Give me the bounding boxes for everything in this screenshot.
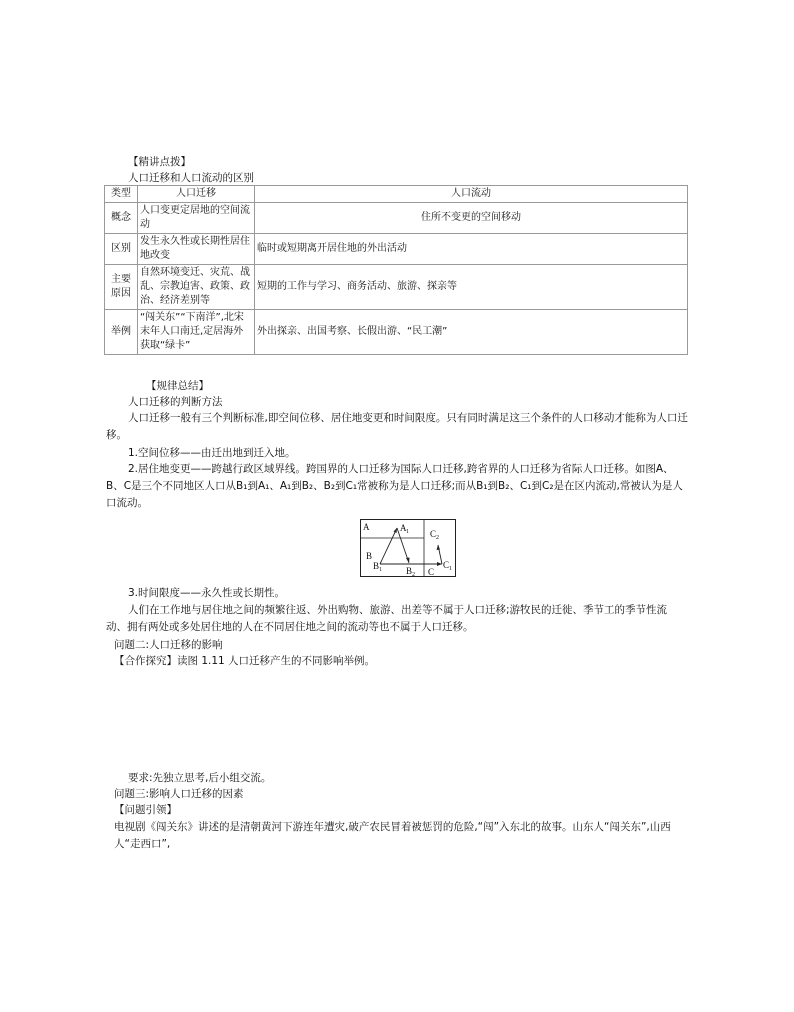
row-flow-cell: 外出探亲、出国考察、长假出游、“民工潮” [255, 310, 688, 355]
table-header-row [105, 186, 688, 203]
label-c: C [428, 567, 435, 577]
label-c1-sub: 1 [449, 566, 452, 572]
table-row [105, 310, 688, 355]
paragraph-tv-drama: 电视剧《闯关东》讲述的是清朝黄河下游连年遭灾,破产农民冒着被惩罚的危险,“闯”入东北的故事。山东人“闯关东”,山西人“走西口”, [114, 821, 671, 850]
question-3-title: 问题三:影响人口迁移的因素 [114, 788, 244, 800]
label-b: B [366, 551, 373, 561]
header-type: 类型 [105, 186, 138, 203]
table-row [105, 234, 688, 265]
row-migration-cell: 人口变更定居地的空间流动 [138, 203, 255, 234]
criterion-1: 1.空间位移——由迁出地到迁入地。 [128, 447, 296, 459]
question-lead: 【问题引领】 [114, 804, 177, 816]
row-flow-cell: 住所不变更的空间移动 [255, 203, 688, 234]
comparison-table [104, 185, 688, 355]
label-a1: A [400, 523, 407, 533]
label-c1: C [443, 560, 450, 570]
row-migration-cell: 自然环境变迁、灾荒、战乱、宗教迫害、政策、政治、经济差别等 [138, 265, 255, 310]
header-flow: 人口流动 [255, 186, 688, 203]
row-type-cell: 概念 [105, 203, 138, 234]
section-heading-tip: 【精讲点拨】 [128, 156, 191, 168]
table-row [105, 203, 688, 234]
method-title: 人口迁移的判断方法 [128, 396, 223, 408]
arrow-b1-a1-head [394, 528, 398, 533]
migration-diagram [360, 519, 456, 577]
table-row [105, 265, 688, 310]
row-flow-cell: 临时或短期离开居住地的外出活动 [255, 234, 688, 265]
cooperative-inquiry: 【合作探究】读图 1.11 人口迁移产生的不同影响举例。 [114, 655, 376, 667]
table-title: 人口迁移和人口流动的区别 [128, 172, 254, 184]
label-b1-sub: 1 [379, 567, 382, 573]
arrow-c1-c2-head [437, 545, 441, 550]
label-a1-sub: 1 [406, 529, 409, 535]
arrow-b1-a1 [380, 528, 397, 564]
label-b2-sub: 2 [412, 572, 415, 577]
row-type-cell: 主要原因 [105, 265, 138, 310]
row-flow-cell: 短期的工作与学习、商务活动、旅游、探亲等 [255, 265, 688, 310]
row-type-cell: 区别 [105, 234, 138, 265]
section-heading-rules: 【规律总结】 [146, 380, 209, 392]
row-migration-cell: “闯关东”“下南洋”,北宋末年人口南迁,定居海外获取“绿卡” [138, 310, 255, 355]
label-b1: B [373, 561, 380, 571]
criterion-3: 3.时间限度——永久性或长期性。 [128, 587, 286, 599]
row-migration-cell: 发生永久性或长期性居住地改变 [138, 234, 255, 265]
label-c2: C [430, 529, 437, 539]
question-2-title: 问题二:人口迁移的影响 [114, 639, 223, 651]
requirement-text: 要求:先独立思考,后小组交流。 [128, 772, 272, 784]
arrow-a1-b2-head [406, 558, 410, 564]
criterion-2: 2.居住地变更——跨越行政区域界线。跨国界的人口迁移为国际人口迁移,跨省界的人口迁移为省际人口迁移。如图A、B、C是三个不同地区人口从B₁到A₁、A₁到B₂、B₂到C₁常被称为是人口迁移;而从B₁到B₂、C₁到C₂是在区内流动,常被认为是人口流动。 [106, 463, 683, 509]
label-b2: B [406, 566, 413, 576]
paragraph-intro: 人口迁移一般有三个判断标准,即空间位移、居住地变更和时间限度。只有同时满足这三个条件的人口移动才能称为人口迁移。 [106, 412, 688, 441]
paragraph-exclusions: 人们在工作地与居住地之间的频繁往返、外出购物、旅游、出差等不属于人口迁移;游牧民的迁徙、季节工的季节性流动、拥有两处或多处居住地的人在不同居住地之间的流动等也不属于人口迁移。 [106, 604, 668, 633]
label-c2-sub: 2 [436, 535, 439, 541]
header-migration: 人口迁移 [138, 186, 255, 203]
row-type-cell: 举例 [105, 310, 138, 355]
label-a: A [363, 522, 370, 532]
